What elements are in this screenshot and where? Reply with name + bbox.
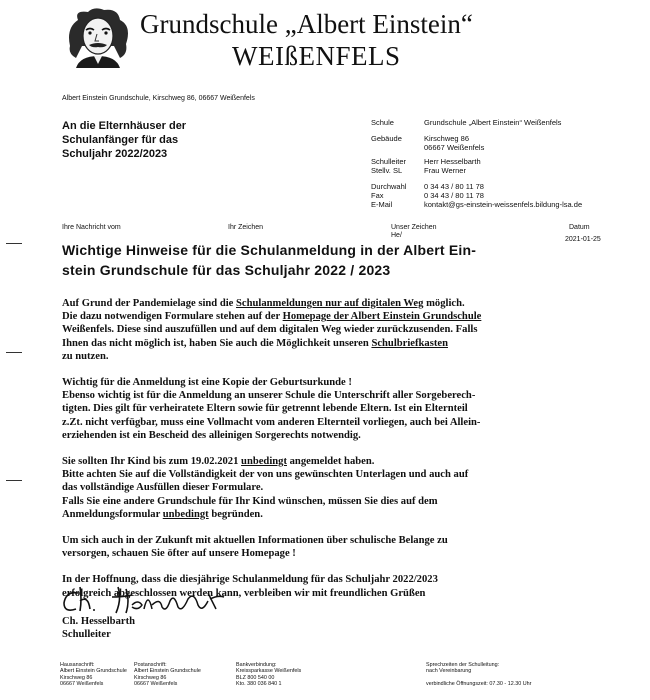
- signer-name: Ch. Hesselbarth: [62, 616, 135, 627]
- datum-label: Datum: [569, 224, 590, 231]
- recipient-line: Schuljahr 2022/2023: [62, 148, 168, 160]
- footer-bank-details: Bankverbindung: Kreissparkasse Weißenfels BLZ 800 540 00 Kto. 380 036 840 1: [236, 662, 302, 688]
- paragraph-homepage: Um sich auch in der Zukunft mit aktuellen Informationen über schulische Belange zu versorgen, schauen Sie öfter auf unsere Homepage !: [62, 535, 448, 560]
- homepage-reference: Homepage der Albert Einstein Grundschule: [282, 311, 482, 323]
- handwritten-signature: [60, 583, 260, 619]
- stellv-label: Stellv. SL: [371, 166, 403, 175]
- footer-postal-address: Postanschrift: Albert Einstein Grundschule Kirschweg 86 06667 Weißenfels: [134, 662, 201, 688]
- ihre-nachricht-label: Ihre Nachricht vom: [62, 224, 121, 231]
- fax-value: 0 34 43 / 80 11 78: [424, 191, 484, 200]
- datum-value: 2021-01-25: [565, 236, 601, 243]
- ihr-zeichen-label: Ihr Zeichen: [228, 224, 264, 231]
- paragraph-digital-registration: Auf Grund der Pandemielage sind die Schulanmeldungen nur auf digitalen Weg möglich. Die dazu notwendigen Formulare stehen auf der Homepage der Albert Einstein Grundschule Weißenfels. Diese sind auszufüllen und auf dem digitalen Weg wieder zurückzusenden. Falls Ihnen das nicht möglich ist, haben Sie auch die Möglichkeit unseren Schulbriefkasten zu nutzen.: [62, 298, 482, 362]
- gebaeude-street: Kirschweg 86: [424, 134, 470, 143]
- schulbriefkasten-reference: Schulbriefkasten: [371, 337, 448, 349]
- einstein-portrait-logo: [64, 6, 132, 68]
- footer-house-address: Hausanschrift: Albert Einstein Grundschule Kirschweg 86 06667 Weißenfels: [60, 662, 127, 688]
- schule-label: Schule: [371, 118, 394, 127]
- recipient-line: An die Elternhäuser der: [62, 120, 187, 132]
- schulleiter-label: Schulleiter: [371, 157, 407, 166]
- paragraph-deadline: Sie sollten Ihr Kind bis zum 19.02.2021 unbedingt angemeldet haben. Bitte achten Sie auf die Vollständigkeit der von uns gewünschten Unterlagen und auch auf das vollständige Ausfüllen dieser Formulare. Falls Sie eine andere Grundschule für Ihr Kind wünschen, müssen Sie dies auf dem Anmeldungsformular unbedingt begründen.: [62, 456, 469, 520]
- letter-subject: [62, 240, 602, 280]
- durchwahl-value: 0 34 43 / 80 11 78: [424, 182, 484, 191]
- subject-line: Wichtige Hinweise für die Schulanmeldung in der Albert Ein-: [62, 242, 477, 258]
- paragraph-closing: In der Hoffnung, dass die diesjährige Schulanmeldung für das Schuljahr 2022/2023 erfolgreich abgeschlossen werden kann, verbleiben wir mit freundlichen Grüßen: [62, 574, 438, 599]
- fax-label: Fax: [371, 191, 384, 200]
- email-value: kontakt@gs-einstein-weissenfels.bildung-lsa.de: [424, 200, 583, 209]
- unser-zeichen-value: He/: [391, 232, 402, 239]
- recipient-line: Schulanfänger für das: [62, 134, 179, 146]
- letter-body: [62, 297, 618, 600]
- signer-role: Schulleiter: [62, 629, 111, 640]
- fold-mark: [6, 243, 22, 244]
- durchwahl-label: Durchwahl: [371, 182, 407, 191]
- gebaeude-label: Gebäude: [371, 134, 402, 143]
- link-digital-registration: Schulanmeldungen nur auf digitalen Weg: [236, 298, 424, 309]
- punch-mark: [6, 352, 22, 353]
- email-label: E-Mail: [371, 200, 393, 209]
- sender-address-line: Albert Einstein Grundschule, Kirschweg 86, 06667 Weißenfels: [62, 95, 255, 102]
- schule-value: Grundschule „Albert Einstein“ Weißenfels: [424, 118, 562, 127]
- unser-zeichen-label: Unser Zeichen: [391, 224, 437, 231]
- schulleiter-value: Herr Hesselbarth: [424, 157, 481, 166]
- school-town: WEIßENFELS: [232, 41, 401, 71]
- recipient-block: [62, 119, 232, 161]
- subject-line: stein Grundschule für das Schuljahr 2022 / 2023: [62, 262, 391, 278]
- fold-mark: [6, 480, 22, 481]
- footer-office-hours: Sprechzeiten der Schulleitung: nach Vereinbarung verbindliche Öffnungszeit: 07.30 - 12.30 Uhr: [426, 662, 532, 688]
- paragraph-documents: Wichtig für die Anmeldung ist eine Kopie der Geburtsurkunde ! Ebenso wichtig ist für die Anmeldung an unserer Schule die Unterschrift aller Sorgeberech- tigten. Dies gilt für verheiratete Eltern sowie für getrennt lebende Eltern. Ist ein Elternteil z.Zt. nicht verfügbar, muss eine Vollmacht vom anderen Elternteil vorliegen, auch bei Allein- erziehenden ist ein Bescheid des alleinigen Sorgerechts notwendig.: [62, 377, 481, 441]
- stellv-value: Frau Werner: [424, 166, 466, 175]
- school-name: Grundschule „Albert Einstein“: [140, 9, 473, 39]
- gebaeude-city: 06667 Weißenfels: [424, 143, 485, 152]
